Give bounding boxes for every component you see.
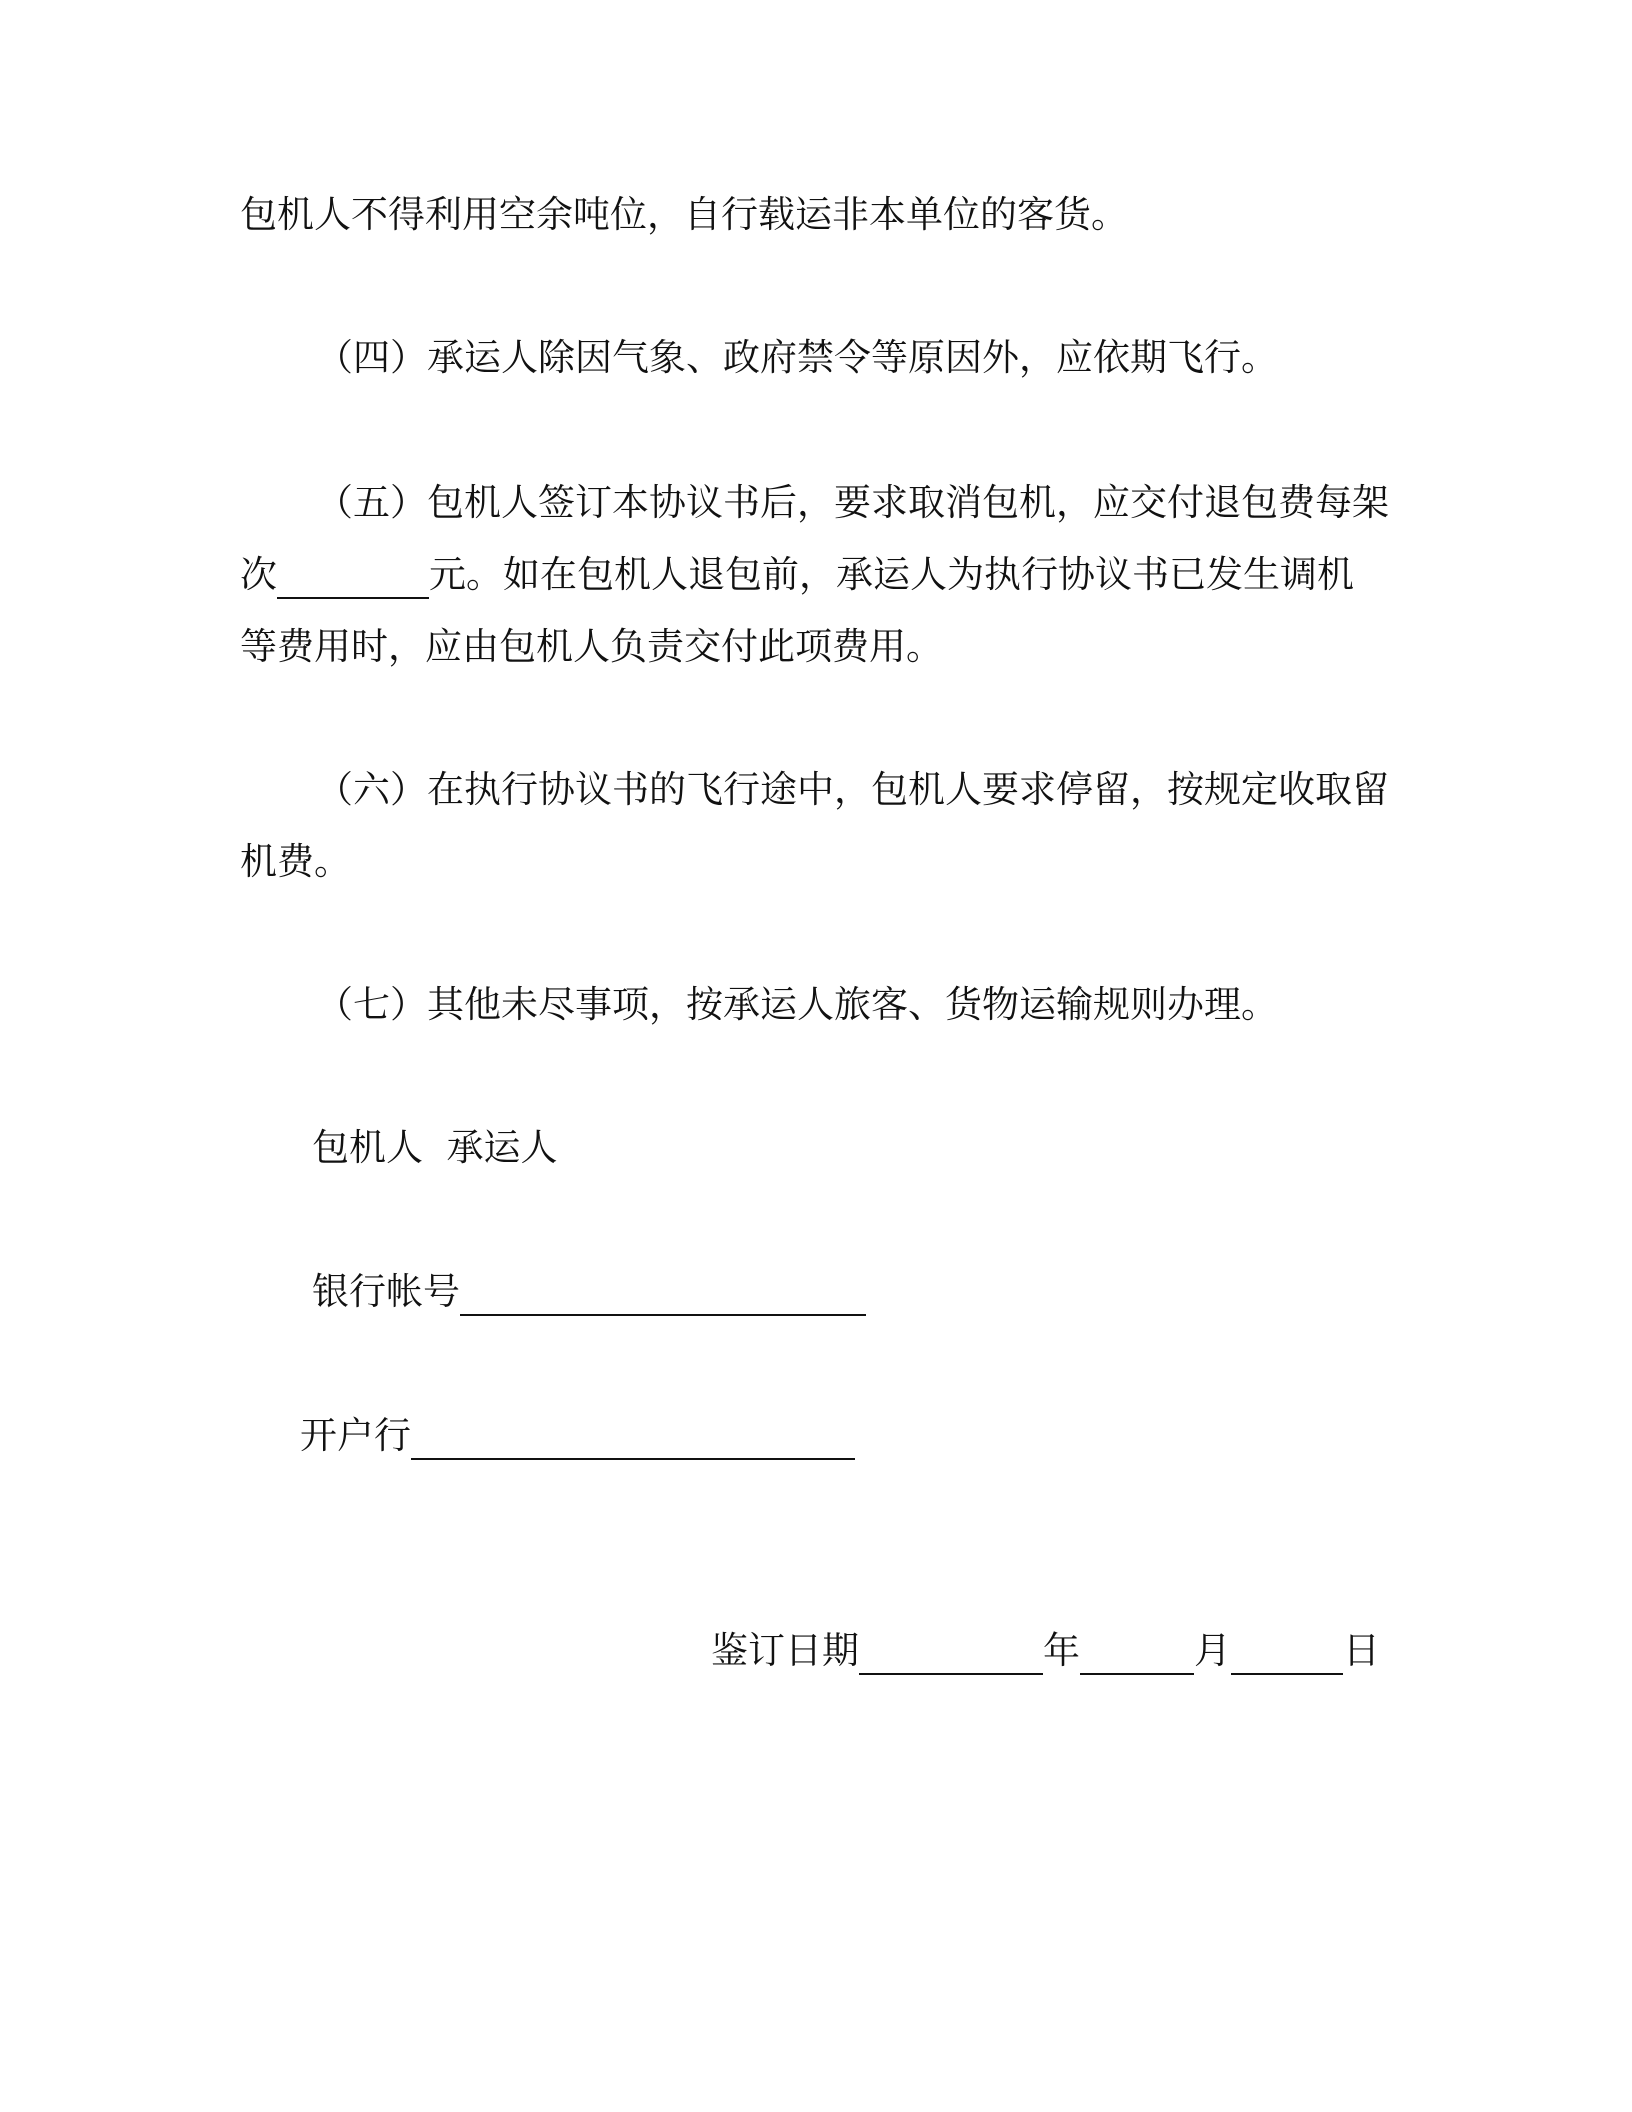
- clause-5-line-2: [240, 551, 1354, 599]
- clause-6-line-2: 机费。: [240, 840, 351, 883]
- clause-5-text-pre: 次: [240, 553, 277, 596]
- clause-4: （四）承运人除因气象、政府禁令等原因外，应依期飞行。: [316, 336, 1278, 379]
- month-label: 月: [1194, 1629, 1231, 1672]
- bank-blank[interactable]: [411, 1418, 855, 1460]
- bank-line: [300, 1412, 855, 1460]
- bank-account-label: 银行帐号: [312, 1270, 460, 1313]
- parties-line: 包机人 承运人: [312, 1126, 558, 1169]
- bank-label: 开户行: [300, 1414, 411, 1457]
- refund-fee-blank[interactable]: [277, 557, 429, 599]
- year-label: 年: [1043, 1629, 1080, 1672]
- year-blank[interactable]: [859, 1633, 1043, 1675]
- month-blank[interactable]: [1080, 1633, 1194, 1675]
- clause-5-text-post: 元。如在包机人退包前，承运人为执行协议书已发生调机: [429, 553, 1354, 596]
- day-label: 日: [1343, 1629, 1380, 1672]
- clause-5-line-3: 等费用时，应由包机人负责交付此项费用。: [240, 625, 943, 668]
- bank-account-blank[interactable]: [460, 1274, 866, 1316]
- clause-7: （七）其他未尽事项，按承运人旅客、货物运输规则办理。: [316, 983, 1278, 1026]
- signing-date-line: [711, 1627, 1380, 1675]
- paragraph-line: 包机人不得利用空余吨位，自行载运非本单位的客货。: [240, 193, 1128, 236]
- day-blank[interactable]: [1231, 1633, 1343, 1675]
- bank-account-line: [312, 1268, 866, 1316]
- clause-6-line-1: （六）在执行协议书的飞行途中，包机人要求停留，按规定收取留: [316, 768, 1389, 811]
- signing-date-label: 鉴订日期: [711, 1629, 859, 1672]
- clause-5-line-1: （五）包机人签订本协议书后，要求取消包机，应交付退包费每架: [316, 481, 1389, 524]
